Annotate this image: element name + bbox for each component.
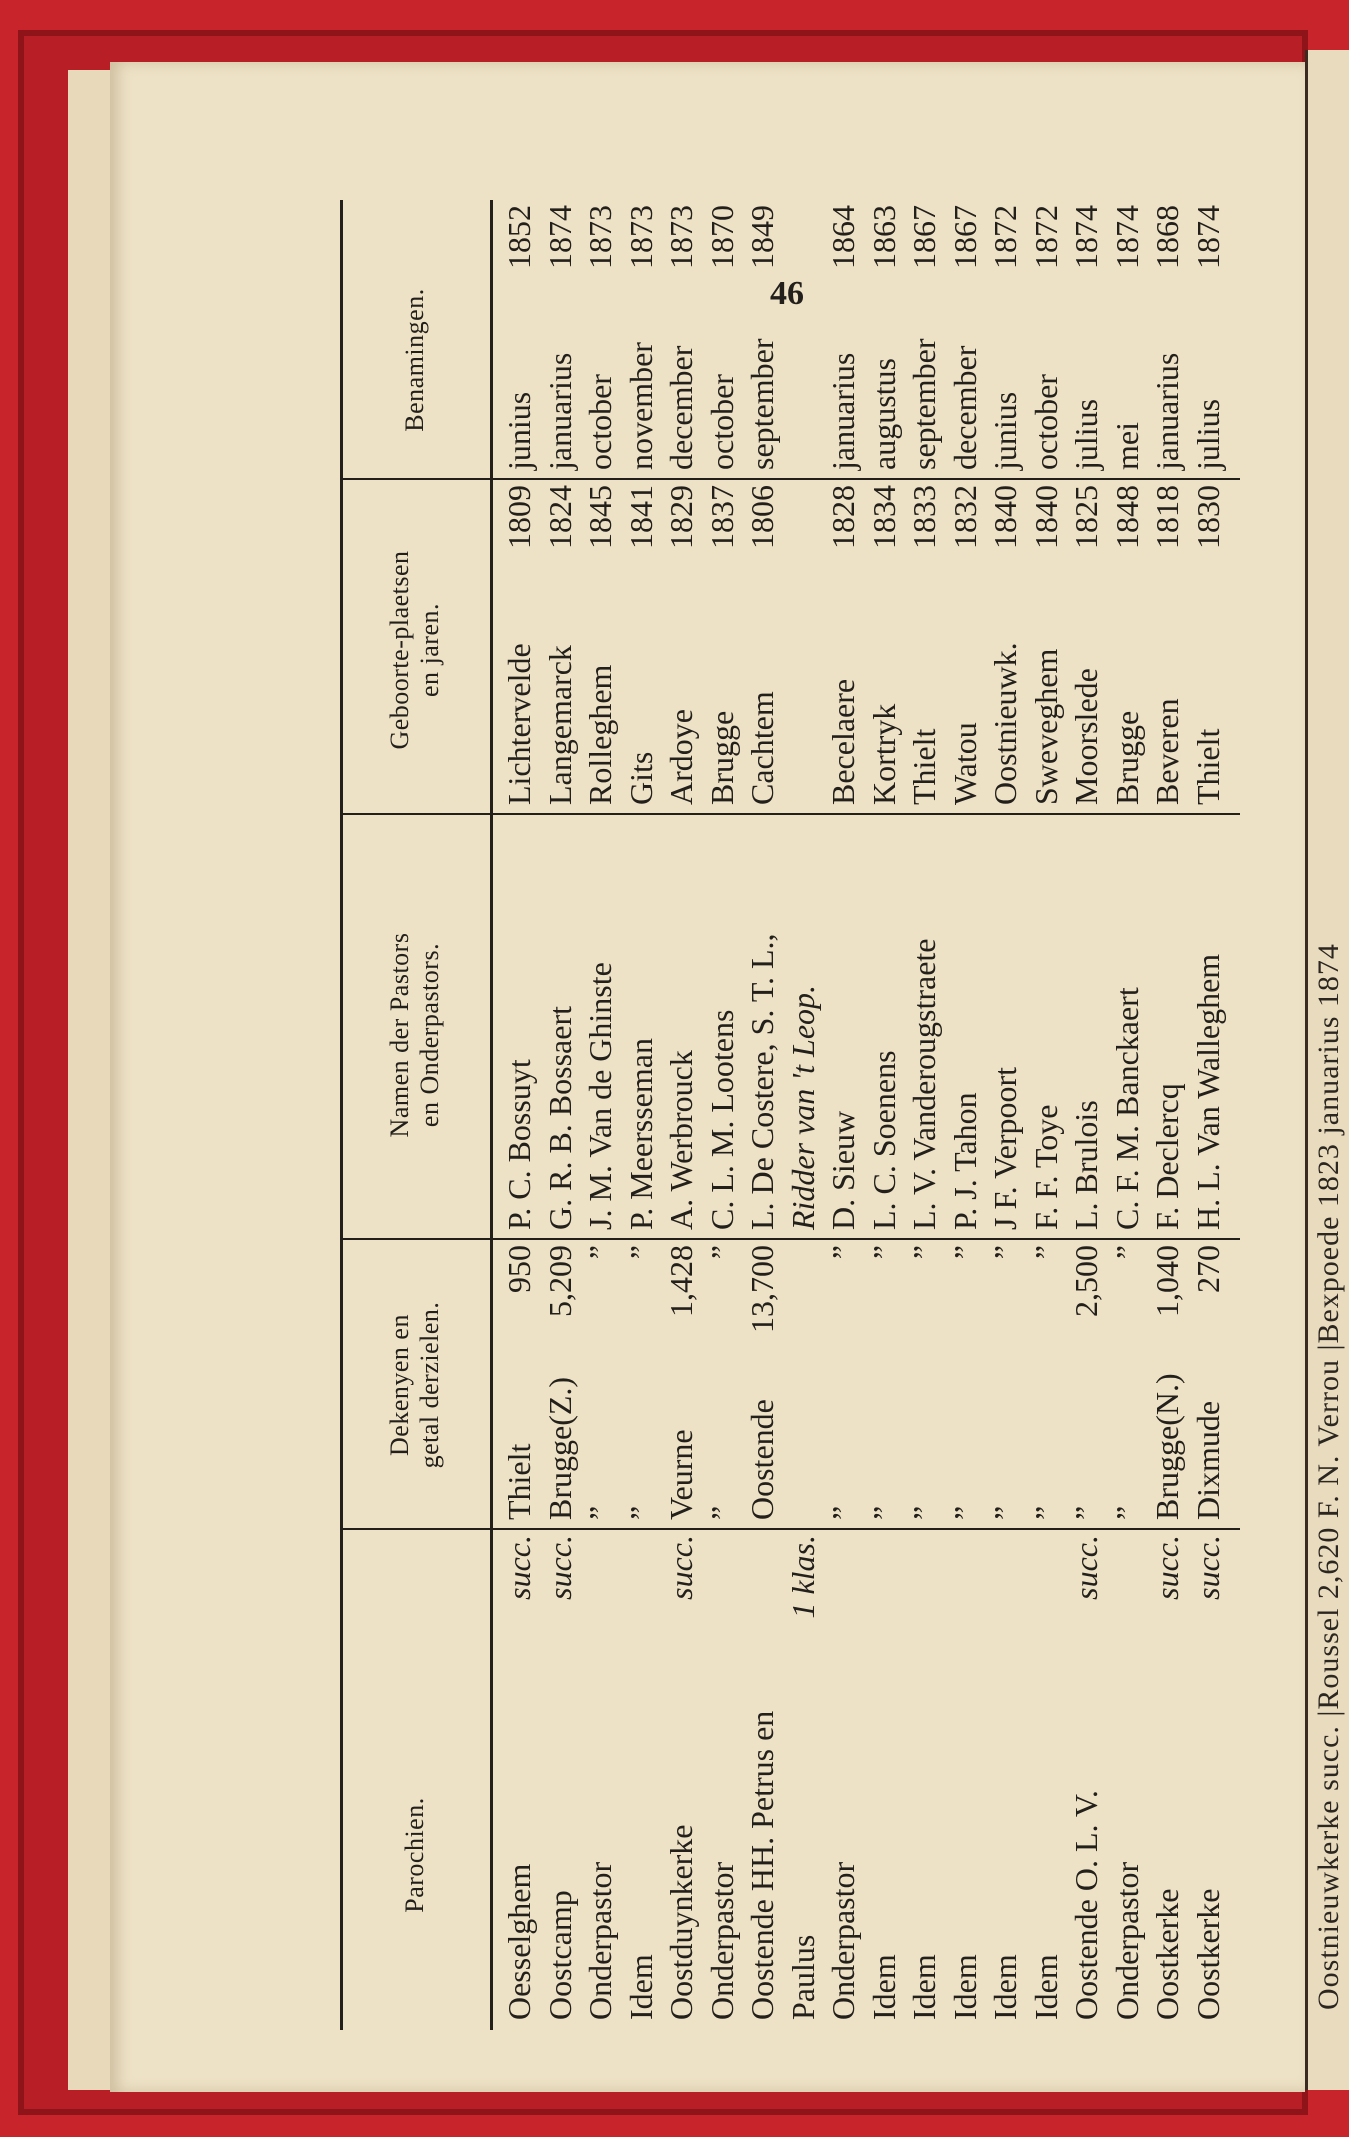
cell-parish: Oostende O. L. V. (1068, 1790, 1104, 2020)
cell-parish: Onderpastor (582, 1861, 618, 2020)
cell-zielen: 1,428 (663, 1245, 699, 1317)
cell-benaming: 1867 (946, 205, 983, 269)
table-row (703, 200, 742, 2030)
header-rule (490, 200, 493, 2030)
table-row (662, 200, 701, 2030)
cell-succ: succ. (541, 1535, 578, 1600)
cell-zielen: ” (1027, 1245, 1064, 1260)
cell-dekenij: ” (703, 1505, 740, 1520)
table-row (622, 200, 661, 2030)
table-row (1067, 200, 1106, 2030)
cell-naam: C. L. M. Lootens (703, 1009, 740, 1230)
cell-geboorte: Oostnieuwk. (987, 642, 1023, 805)
cell-jaar: 1840 (1027, 485, 1064, 549)
cell-succ: succ. (1068, 1535, 1104, 1600)
cell-jaar: 1825 (1068, 485, 1104, 549)
cell-naam: C. F. M. Banckaert (1108, 987, 1145, 1230)
cell-benaming: 1872 (987, 205, 1023, 269)
cell-benaming: 1874 (541, 205, 578, 269)
rotated-table (340, 200, 1240, 2030)
cell-zielen: ” (865, 1245, 902, 1260)
cell-zielen: ” (622, 1245, 659, 1260)
cell-geboorte: Thielt (1189, 728, 1226, 805)
cell-dekenij: Veurne (663, 1429, 699, 1520)
cell-geboorte: Thielt (906, 728, 942, 805)
cell-benaming: 1852 (501, 205, 537, 269)
cell-naam: D. Sieuw (825, 1110, 861, 1230)
cell-naam: L. V. Vanderougstraete (906, 938, 942, 1230)
table-row (743, 200, 782, 2030)
cell-naam: A. Werbrouck (663, 1050, 699, 1230)
cell-geboorte: Cachtem (744, 691, 780, 805)
cell-geboorte: Rolleghem (582, 664, 618, 805)
table-row (500, 200, 539, 2030)
cell-jaar: 1833 (906, 485, 942, 549)
cell-maand: september (906, 338, 942, 470)
cell-dekenij: ” (1027, 1505, 1064, 1520)
cell-dekenij: ” (1068, 1505, 1104, 1520)
cell-zielen: ” (825, 1245, 861, 1260)
cell-jaar: 1848 (1108, 485, 1145, 549)
cell-naam: L. Brulois (1068, 1100, 1104, 1230)
cell-dekenij: ” (987, 1505, 1023, 1520)
cell-succ: succ. (1149, 1535, 1185, 1600)
cell-benaming: 1864 (825, 205, 861, 269)
header-namen-line2: en Onderpastors. (415, 942, 444, 1128)
cell-dekenij: ” (1108, 1505, 1145, 1520)
cell-benaming: 1874 (1189, 205, 1226, 269)
cell-naam: L. C. Soenens (865, 1050, 902, 1230)
page-number: 46 (770, 275, 804, 312)
cell-zielen: ” (987, 1245, 1023, 1260)
cell-succ: succ. (501, 1535, 537, 1600)
cell-parish: Onderpastor (1108, 1861, 1145, 2020)
cell-maand: mei (1108, 422, 1145, 470)
cell-maand: julius (1189, 398, 1226, 470)
cell-maand: december (946, 345, 983, 470)
cell-maand: october (582, 374, 618, 470)
cell-dekenij: Dixmude (1189, 1400, 1226, 1520)
cell-geboorte: Langemarck (541, 645, 578, 805)
header-parochien-text: Parochien. (400, 1797, 429, 1913)
cell-parish: Idem (946, 1954, 983, 2020)
cell-zielen: 2,500 (1068, 1245, 1104, 1317)
cell-naam: J F. Verpoort (987, 1066, 1023, 1230)
cell-maand: januarius (825, 352, 861, 470)
cell-jaar: 1845 (582, 485, 618, 549)
cell-benaming: 1870 (703, 205, 740, 269)
cell-naam: P. J. Tahon (946, 1092, 983, 1230)
cell-dekenij: ” (582, 1505, 618, 1520)
cell-maand: october (703, 374, 740, 470)
cell-dekenij: Brugge(N.) (1149, 1373, 1185, 1520)
cell-maand: november (622, 342, 659, 470)
cell-benaming: 1863 (865, 205, 902, 269)
cell-geboorte: Brugge (1108, 710, 1145, 805)
cell-naam: F. F. Toye (1027, 1104, 1064, 1230)
cell-geboorte: Beveren (1149, 698, 1185, 805)
cell-zielen: ” (703, 1245, 740, 1260)
cell-jaar: 1824 (541, 485, 578, 549)
cell-jaar: 1832 (946, 485, 983, 549)
cell-geboorte: Kortryk (865, 703, 902, 805)
cell-parish: Oostkerke (1149, 1888, 1185, 2020)
table-row (1108, 200, 1147, 2030)
cell-dekenij: Brugge(Z.) (541, 1376, 578, 1520)
cell-naam: P. Meersseman (622, 1038, 659, 1230)
cell-benaming: 1873 (663, 205, 699, 269)
table-row (946, 200, 985, 2030)
cell-zielen: 1,040 (1149, 1245, 1185, 1317)
cell-benaming: 1874 (1068, 205, 1104, 269)
cell-geboorte: Sweveghem (1027, 648, 1064, 805)
cell-zielen: ” (582, 1245, 618, 1260)
cell-naam: G. R. B. Bossaert (541, 1006, 578, 1230)
table-row (986, 200, 1025, 2030)
header-geboorte-line2: en jaren. (415, 603, 444, 698)
cell-geboorte: Moorslede (1068, 668, 1104, 805)
cell-parish: Idem (865, 1954, 902, 2020)
cell-naam: P. C. Bossuyt (501, 1059, 537, 1230)
table-row (1189, 200, 1228, 2030)
header-benamingen (340, 260, 490, 460)
cell-naam: Ridder van 't Leop. (784, 984, 821, 1230)
cell-zielen: ” (946, 1245, 983, 1260)
cell-zielen: ” (1108, 1245, 1145, 1260)
cell-naam: J. M. Van de Ghinste (582, 962, 618, 1230)
cell-jaar: 1818 (1149, 485, 1185, 549)
cell-maand: october (1027, 374, 1064, 470)
cell-succ: 1 klas. (784, 1535, 821, 1619)
cell-naam: F. Declercq (1149, 1083, 1185, 1230)
cell-maand: september (744, 338, 780, 470)
cell-maand: januarius (1149, 352, 1185, 470)
cell-dekenij: Oostende (744, 1399, 780, 1520)
next-page-fragment: Oostnieuwkerke succ. |Roussel 2,620 F. N. Verrou |Bexpoede 1823 januarius 1874 (1312, 943, 1345, 2010)
cell-dekenij: ” (946, 1505, 983, 1520)
cell-geboorte: Brugge (703, 710, 740, 805)
cell-dekenij: ” (865, 1505, 902, 1520)
cell-parish: Oostduynkerke (663, 1824, 699, 2020)
cell-naam: L. De Costere, S. T. L., (744, 933, 780, 1230)
cell-geboorte: Lichtervelde (501, 643, 537, 805)
header-benamingen-text: Benamingen. (400, 288, 429, 432)
cell-geboorte: Ardoye (663, 709, 699, 805)
cell-parish: Oostende HH. Petrus en (744, 1710, 780, 2020)
cell-dekenij: Thielt (501, 1443, 537, 1520)
cell-maand: junius (501, 391, 537, 470)
cell-parish: Idem (987, 1954, 1023, 2020)
cell-benaming: 1874 (1108, 205, 1145, 269)
cell-benaming: 1873 (582, 205, 618, 269)
table-row (1148, 200, 1187, 2030)
cell-zielen: 270 (1189, 1245, 1226, 1293)
table-row (541, 200, 580, 2030)
cell-geboorte: Gits (622, 751, 659, 805)
cell-benaming: 1872 (1027, 205, 1064, 269)
cell-benaming: 1873 (622, 205, 659, 269)
cell-parish: Idem (906, 1954, 942, 2020)
cell-parish: Idem (1027, 1954, 1064, 2020)
cell-naam: H. L. Van Walleghem (1189, 953, 1226, 1230)
cell-maand: julius (1068, 398, 1104, 470)
cell-jaar: 1840 (987, 485, 1023, 549)
next-page-edge (1305, 50, 1349, 2090)
cell-jaar: 1837 (703, 485, 740, 549)
header-namen-line1: Namen der Pastors (385, 932, 414, 1138)
cell-parish: Oostkerke (1189, 1888, 1226, 2020)
cell-parish: Onderpastor (825, 1861, 861, 2020)
header-dekenyen (340, 1260, 490, 1510)
cell-jaar: 1830 (1189, 485, 1226, 549)
header-namen (340, 840, 490, 1230)
cell-parish: Onderpastor (703, 1861, 740, 2020)
cell-jaar: 1828 (825, 485, 861, 549)
cell-parish: Idem (622, 1954, 659, 2020)
cell-jaar: 1829 (663, 485, 699, 549)
cell-maand: augustus (865, 358, 902, 470)
cell-succ: succ. (1189, 1535, 1226, 1600)
cell-benaming: 1868 (1149, 205, 1185, 269)
cell-zielen: 950 (501, 1245, 537, 1293)
cell-maand: januarius (541, 352, 578, 470)
cell-zielen: 5,209 (541, 1245, 578, 1317)
table-row (905, 200, 944, 2030)
cell-zielen: ” (906, 1245, 942, 1260)
cell-jaar: 1841 (622, 485, 659, 549)
cell-parish: Oostcamp (541, 1890, 578, 2020)
cell-zielen: 13,700 (744, 1245, 780, 1333)
cell-parish: Paulus (784, 1934, 821, 2020)
cell-dekenij: ” (622, 1505, 659, 1520)
top-rule (340, 200, 343, 2030)
cell-maand: december (663, 345, 699, 470)
table-row (581, 200, 620, 2030)
table-row (784, 200, 823, 2030)
cell-dekenij: ” (906, 1505, 942, 1520)
cell-jaar: 1809 (501, 485, 537, 549)
cell-parish: Oesselghem (501, 1863, 537, 2020)
cell-benaming: 1867 (906, 205, 942, 269)
header-dekenyen-line2: getal derzielen. (415, 1301, 444, 1469)
cell-jaar: 1834 (865, 485, 902, 549)
cell-geboorte: Becelaere (825, 678, 861, 805)
cell-benaming: 1849 (744, 205, 780, 269)
cell-succ: succ. (663, 1535, 699, 1600)
table-row (865, 200, 904, 2030)
table-row (1027, 200, 1066, 2030)
header-geboorte (340, 500, 490, 800)
header-geboorte-line1: Geboorte-plaetsen (385, 550, 414, 750)
table-row (824, 200, 863, 2030)
cell-dekenij: ” (825, 1505, 861, 1520)
header-parochien (340, 1700, 490, 2010)
cell-maand: junius (987, 391, 1023, 470)
cell-geboorte: Watou (946, 722, 983, 805)
cell-jaar: 1806 (744, 485, 780, 549)
header-dekenyen-line1: Dekenyen en (385, 1314, 414, 1456)
